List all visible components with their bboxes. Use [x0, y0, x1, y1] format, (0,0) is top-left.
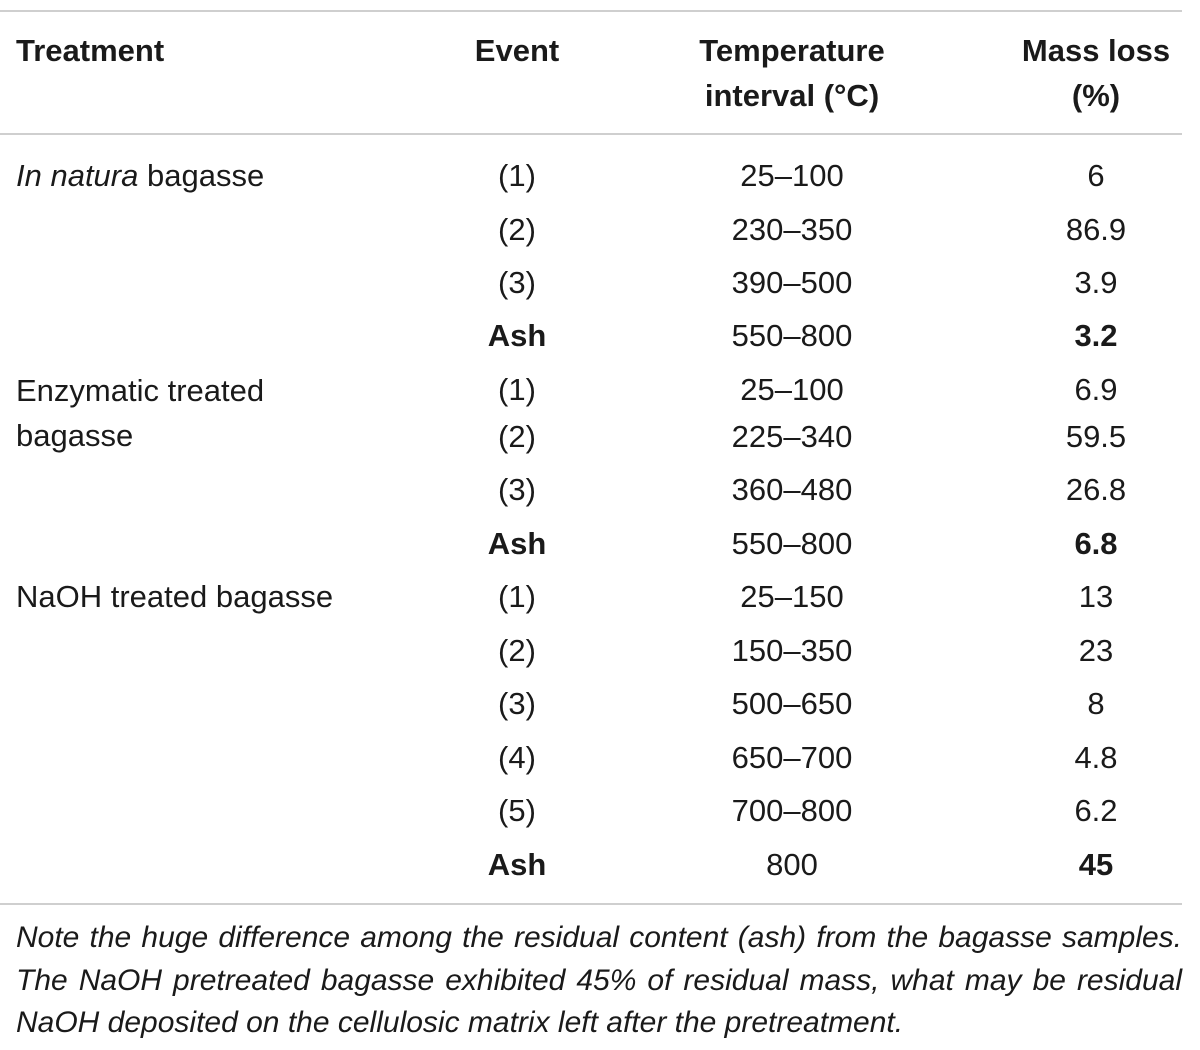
mass-loss-cell: 26.8 — [1065, 472, 1127, 507]
temperature-cell: 800 — [766, 847, 818, 882]
event-cell: (2) — [498, 212, 536, 247]
header-temperature-line1: Temperature — [699, 33, 885, 68]
temperature-cell: 390–500 — [731, 265, 853, 300]
temperature-cell: 25–150 — [740, 579, 844, 614]
bottom-rule — [0, 903, 1182, 905]
treatment-label — [16, 158, 264, 194]
header-temperature-line2: interval (°C) — [704, 78, 880, 113]
header-mass-loss-line2: (%) — [1071, 78, 1121, 113]
event-cell: (3) — [498, 686, 536, 721]
temperature-cell: 550–800 — [731, 318, 853, 353]
event-cell: (3) — [498, 265, 536, 300]
header-event: Event — [474, 33, 560, 68]
header-temperature — [642, 28, 942, 118]
event-cell: (1) — [498, 579, 536, 614]
temperature-cell: 230–350 — [731, 212, 853, 247]
header-mass-loss-line1: Mass loss — [1021, 33, 1171, 68]
treatment-label-italic: In natura — [16, 158, 139, 193]
mass-loss-cell: 3.9 — [1074, 265, 1118, 300]
temperature-cell: 360–480 — [731, 472, 853, 507]
event-cell: (2) — [498, 633, 536, 668]
mass-loss-cell: 6 — [1087, 158, 1105, 193]
treatment-label: NaOH treated bagasse — [16, 579, 334, 614]
mass-loss-cell: 6.2 — [1074, 793, 1118, 828]
treatment-label — [16, 368, 264, 458]
temperature-cell: 25–100 — [740, 158, 844, 193]
event-cell: (5) — [498, 793, 536, 828]
mass-loss-cell: 8 — [1087, 686, 1105, 721]
temperature-cell: 650–700 — [731, 740, 853, 775]
temperature-cell: 25–100 — [740, 372, 844, 407]
treatment-label-rest: bagasse — [138, 158, 265, 193]
temperature-cell: 150–350 — [731, 633, 853, 668]
treatment-label-line1: Enzymatic treated — [16, 373, 265, 408]
temperature-cell: 550–800 — [731, 526, 853, 561]
event-cell: (1) — [498, 372, 536, 407]
mass-loss-cell-ash: 6.8 — [1074, 526, 1118, 561]
event-cell-ash: Ash — [487, 526, 547, 561]
mass-loss-cell: 6.9 — [1074, 372, 1118, 407]
treatment-label-line2: bagasse — [16, 418, 134, 453]
mass-loss-cell: 13 — [1078, 579, 1114, 614]
header-rule — [0, 133, 1182, 135]
temperature-cell: 500–650 — [731, 686, 853, 721]
mass-loss-cell: 4.8 — [1074, 740, 1118, 775]
temperature-cell: 700–800 — [731, 793, 853, 828]
event-cell: (3) — [498, 472, 536, 507]
mass-loss-cell: 86.9 — [1065, 212, 1127, 247]
mass-loss-cell-ash: 45 — [1078, 847, 1114, 882]
event-cell: (4) — [498, 740, 536, 775]
top-rule — [0, 10, 1182, 12]
header-treatment: Treatment — [16, 33, 165, 68]
event-cell-ash: Ash — [487, 847, 547, 882]
event-cell: (2) — [498, 419, 536, 454]
mass-loss-cell: 59.5 — [1065, 419, 1127, 454]
mass-loss-cell-ash: 3.2 — [1074, 318, 1118, 353]
mass-loss-cell: 23 — [1078, 633, 1114, 668]
header-mass-loss — [996, 28, 1196, 118]
temperature-cell: 225–340 — [731, 419, 853, 454]
table-footnote: Note the huge difference among the residual content (ash) from the bagasse samples. The NaOH pretreated bagasse exhibited 45% of residual mass, what may be residual NaOH deposited on the cellulosic matrix left after the pretreatment. — [16, 921, 1182, 1039]
event-cell: (1) — [498, 158, 536, 193]
event-cell-ash: Ash — [487, 318, 547, 353]
